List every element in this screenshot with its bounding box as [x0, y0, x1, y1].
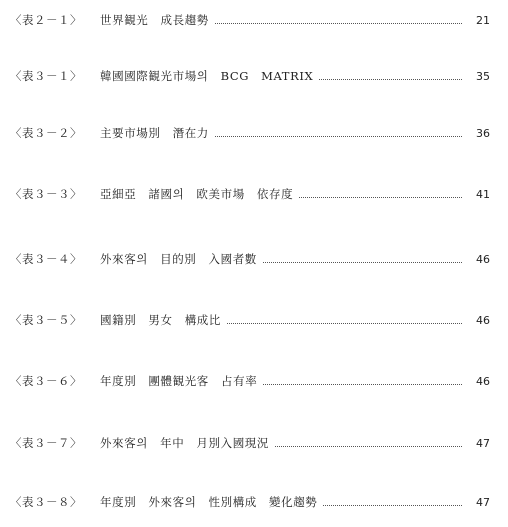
list-item	[10, 67, 490, 85]
list-item	[10, 11, 490, 29]
table-title: 年度別 團體観光客 占有率	[100, 374, 258, 388]
dot-leader	[319, 78, 462, 80]
table-title: 主要市場別 潛在力	[100, 126, 209, 140]
page-number: 21	[476, 13, 490, 27]
table-number: 〈表３－４〉	[10, 252, 82, 266]
page-number: 36	[476, 126, 490, 140]
table-number: 〈表３－２〉	[10, 126, 82, 140]
table-title: 外來客의 年中 月別入國現況	[100, 436, 270, 450]
table-number: 〈表３－１〉	[10, 69, 82, 83]
page-number: 35	[476, 69, 490, 83]
dot-leader	[215, 135, 462, 137]
page-number: 46	[476, 252, 490, 266]
list-item	[10, 250, 490, 268]
table-title: 世界観光 成長趨勢	[100, 13, 209, 27]
table-title: 外來客의 目的別 入國者數	[100, 252, 257, 266]
page-number: 41	[476, 187, 490, 201]
table-number: 〈表３－３〉	[10, 187, 82, 201]
list-item	[10, 311, 490, 329]
dot-leader	[215, 22, 462, 24]
dot-leader	[275, 445, 462, 447]
table-number: 〈表３－８〉	[10, 495, 82, 509]
table-title: 年度別 外來客의 性別構成 變化趨勢	[100, 495, 318, 509]
dot-leader	[323, 504, 462, 506]
page-number: 47	[476, 495, 490, 509]
list-item	[10, 185, 490, 203]
list-item	[10, 124, 490, 142]
list-item	[10, 434, 490, 452]
list-item	[10, 493, 490, 511]
dot-leader	[227, 322, 462, 324]
dot-leader	[299, 196, 462, 198]
dot-leader	[263, 261, 462, 263]
page-number: 47	[476, 436, 490, 450]
dot-leader	[263, 383, 462, 385]
table-title: 韓國國際観光市場의 BCG MATRIX	[100, 69, 314, 83]
page-number: 46	[476, 313, 490, 327]
list-item	[10, 372, 490, 390]
table-number: 〈表３－５〉	[10, 313, 82, 327]
page-number: 46	[476, 374, 490, 388]
table-title: 亞細亞 諸國의 欧美市場 依存度	[100, 187, 294, 201]
table-number: 〈表３－６〉	[10, 374, 82, 388]
table-number: 〈表２－１〉	[10, 13, 82, 27]
table-title: 國籍別 男女 構成比	[100, 313, 221, 327]
table-number: 〈表３－７〉	[10, 436, 82, 450]
